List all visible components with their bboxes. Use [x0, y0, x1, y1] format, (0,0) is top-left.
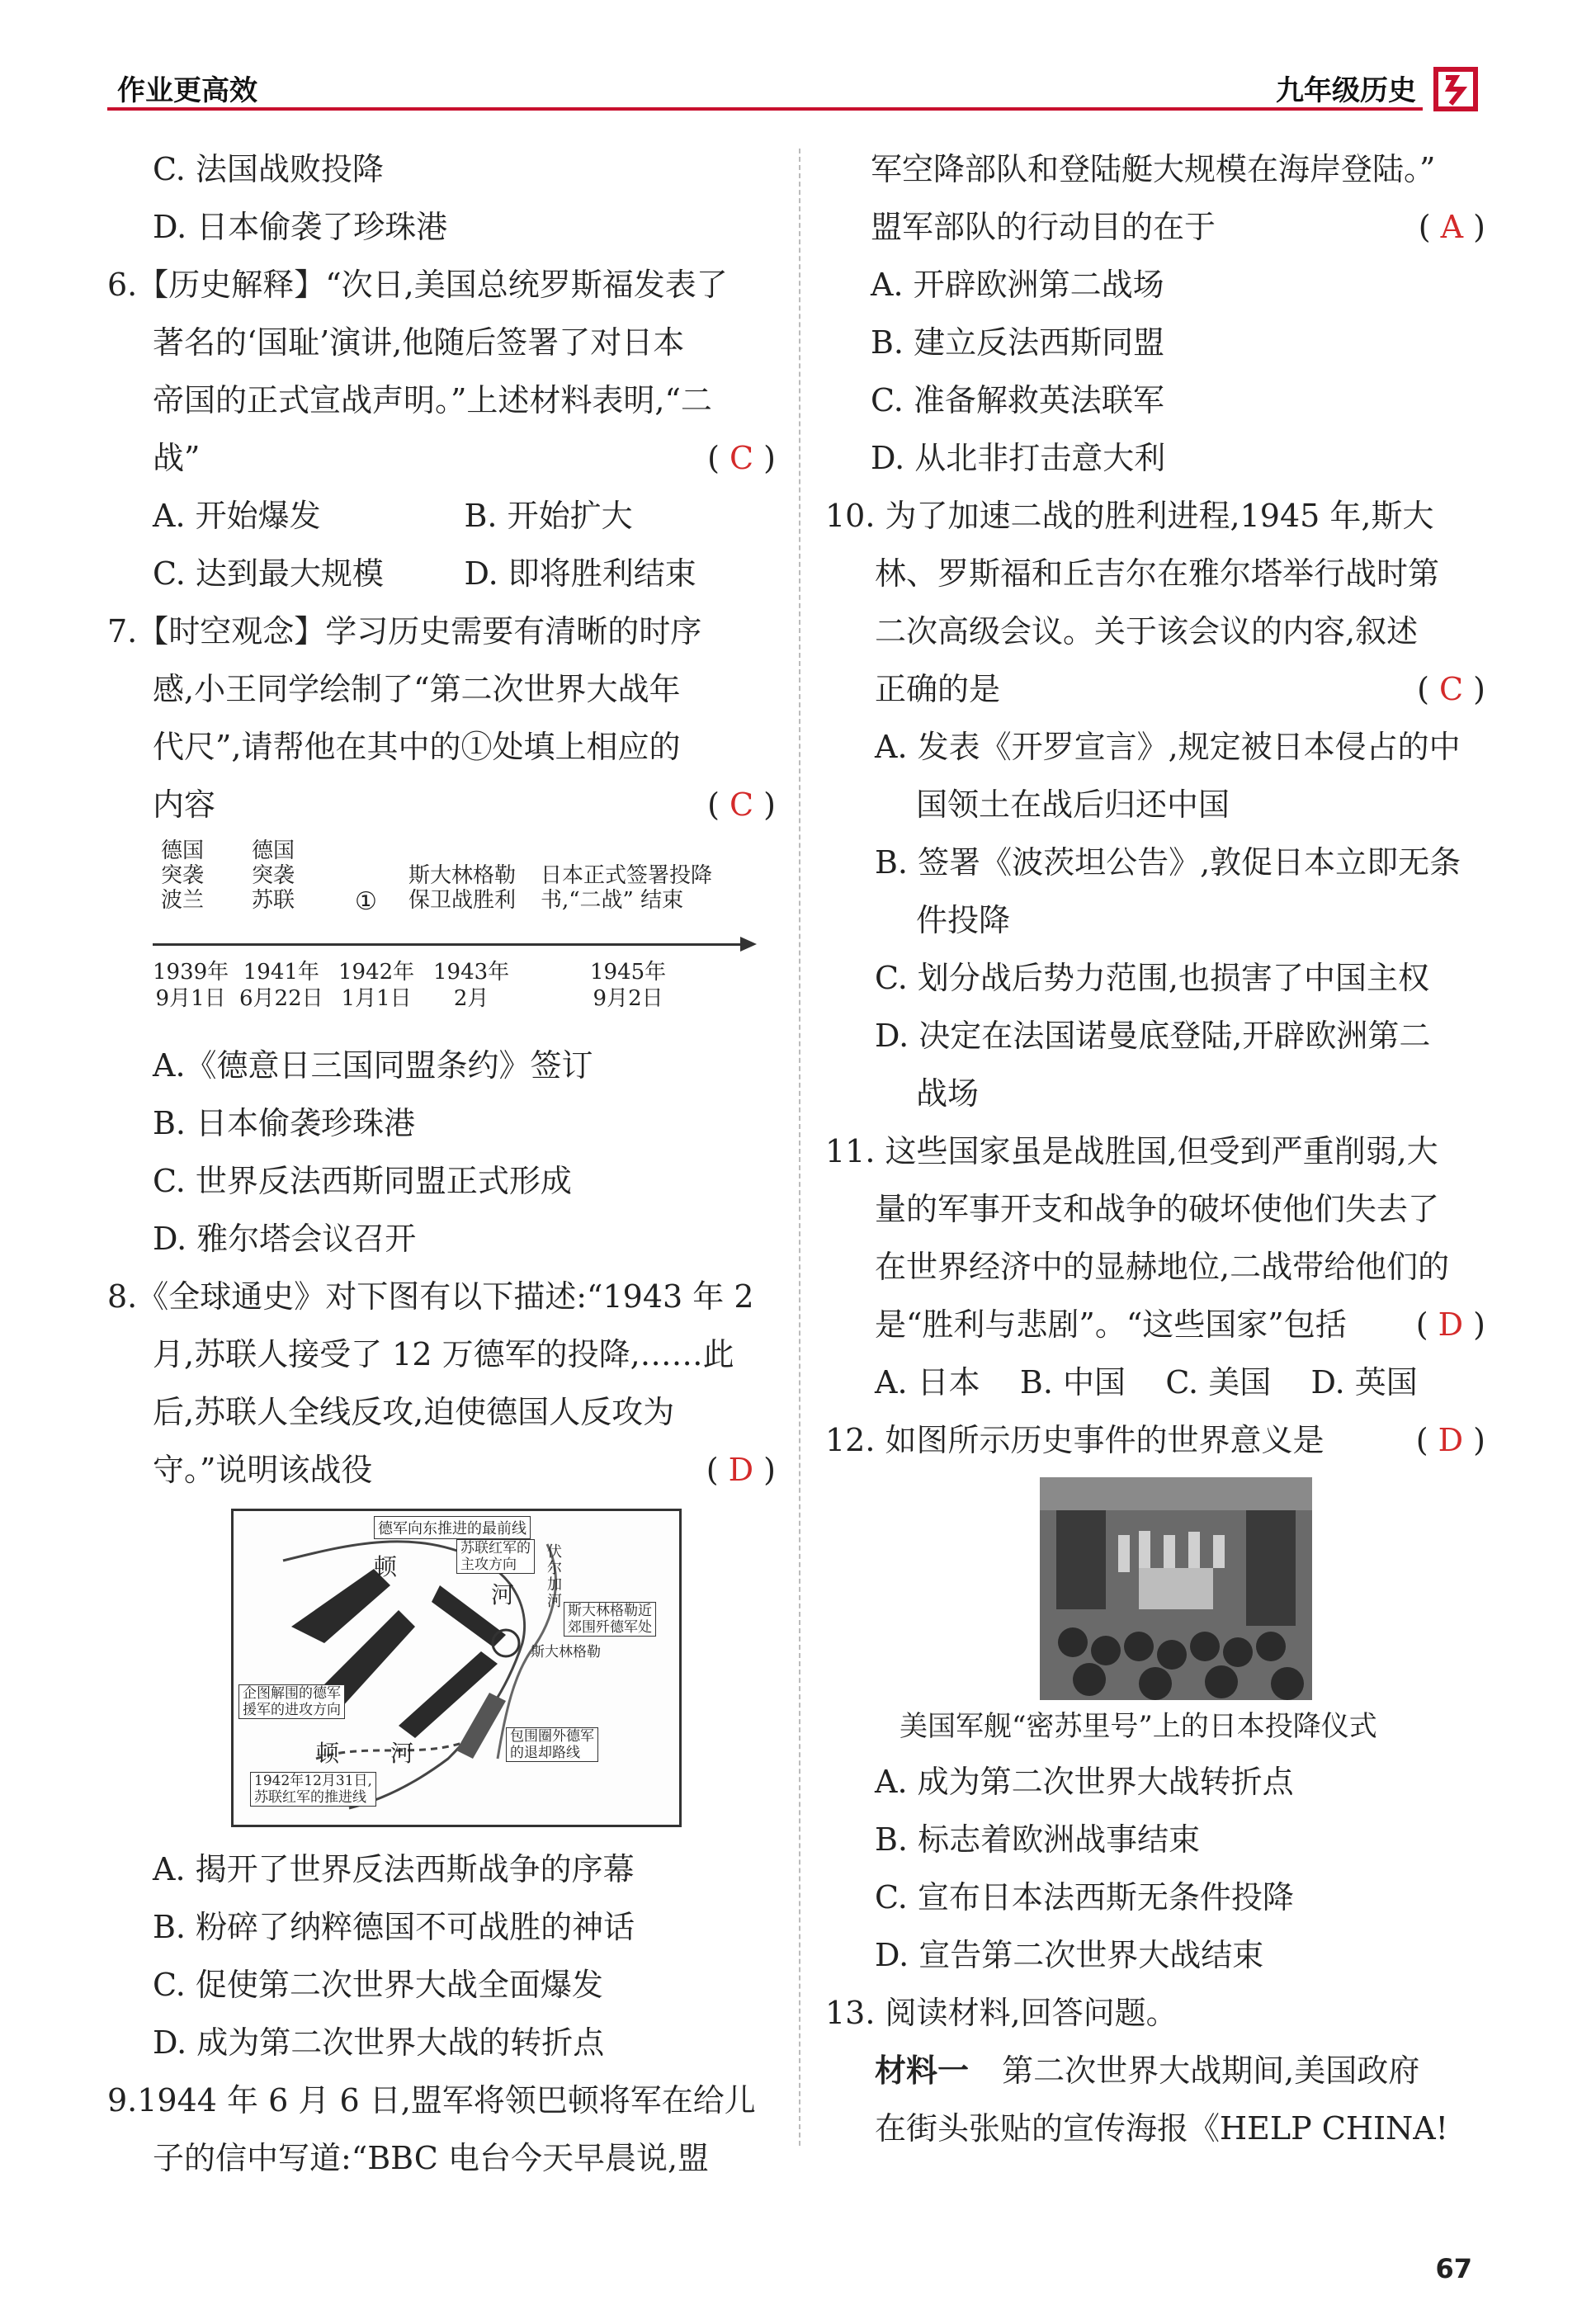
- q13-material-text: 第二次世界大战期间,美国政府: [1002, 2052, 1420, 2089]
- q8-stem-line: 后,苏联人全线反攻,迫使德国人反攻为: [153, 1394, 675, 1430]
- q9-stem-line: 军空降部队和登陆艇大规模在海岸登陆。”: [871, 151, 1436, 187]
- q6-stem-line: 帝国的正式宣战声明。”上述材料表明,“二: [153, 382, 712, 418]
- page-number: 67: [1435, 2253, 1472, 2284]
- q6-option-b: B. 开始扩大: [464, 498, 633, 534]
- q6-option-d: D. 即将胜利结束: [464, 555, 696, 592]
- q11-stem-text: 是“胜利与悲剧”。“这些国家”包括: [875, 1306, 1347, 1343]
- q10-answer: ( C ): [1417, 671, 1485, 707]
- q6-stem-line: [107, 429, 776, 487]
- header-right-title: 九年级历史: [1276, 74, 1416, 107]
- q7-answer-letter: C: [730, 786, 754, 823]
- q12-option-d: D. 宣告第二次世界大战结束: [875, 1937, 1264, 1973]
- q8-stem-line: 月,苏联人接受了 12 万德军的投降,……此: [153, 1336, 734, 1372]
- map-label: 1942年12月31日, 苏联红军的推进线: [250, 1772, 376, 1807]
- page-header: [107, 64, 1480, 114]
- q10-option-a-cont: 国领土在战后归还中国: [916, 786, 1230, 823]
- q10-stem-line: 二次高级会议。关于该会议的内容,叙述: [875, 613, 1419, 649]
- q11-stem-line: 在世界经济中的显赫地位,二战带给他们的: [875, 1249, 1450, 1285]
- q10-option-a: A. 发表《开罗宣言》,规定被日本侵占的中: [875, 729, 1461, 765]
- q6-answer: ( C ): [707, 440, 776, 476]
- q10-option-c: C. 划分战后势力范围,也损害了中国主权: [875, 960, 1429, 996]
- bookmark-logo-icon: [1431, 64, 1480, 114]
- q10-option-b: B. 签署《波茨坦公告》,敦促日本立即无条: [875, 844, 1461, 881]
- q7-option-d: D. 雅尔塔会议召开: [153, 1221, 417, 1257]
- timeline-date: 1941年 6月22日: [239, 960, 323, 1011]
- q9-stem-text: 盟军部队的行动目的在于: [871, 209, 1216, 245]
- timeline-event: 德国 突袭 苏联: [252, 838, 295, 913]
- q11-stem-line: 11. 这些国家虽是战胜国,但受到严重削弱,大: [825, 1133, 1438, 1169]
- timeline-date: 1942年 1月1日: [338, 960, 415, 1011]
- q9-stem-line: [825, 198, 1485, 256]
- q6-option-a: A. 开始爆发: [153, 498, 321, 534]
- q12-answer-letter: D: [1438, 1422, 1464, 1458]
- q11-options: A. 日本 B. 中国 C. 美国 D. 英国: [875, 1364, 1418, 1401]
- q8-stem-line: [107, 1441, 776, 1499]
- q7-stem-line: [107, 776, 776, 834]
- q12-stem-text: 12. 如图所示历史事件的世界意义是: [825, 1422, 1324, 1458]
- q6-options-row: [107, 545, 776, 602]
- q9-option-b: B. 建立反法西斯同盟: [871, 324, 1165, 361]
- q10-stem-line: 林、罗斯福和丘吉尔在雅尔塔举行战时第: [875, 555, 1440, 592]
- q13-stem-line: 13. 阅读材料,回答问题。: [825, 1995, 1178, 2031]
- q10-stem-line: 10. 为了加速二战的胜利进程,1945 年,斯大: [825, 498, 1434, 534]
- q13-material-label: 材料一: [875, 2052, 970, 2089]
- q13-material-line: [825, 2042, 1485, 2100]
- map-label: 斯大林格勒近 郊围歼德军处: [564, 1602, 656, 1637]
- stalingrad-battle-map: [231, 1509, 682, 1827]
- timeline-date: 1945年 9月2日: [590, 960, 667, 1011]
- column-divider: [799, 149, 800, 2146]
- q9-answer: ( A ): [1418, 209, 1485, 245]
- map-label: 苏联红军的 主攻方向: [456, 1539, 535, 1574]
- map-label: 河: [390, 1740, 414, 1767]
- header-rule: [107, 107, 1423, 111]
- q12-option-b: B. 标志着欧洲战事结束: [875, 1821, 1201, 1858]
- q8-option-d: D. 成为第二次世界大战的转折点: [153, 2024, 605, 2061]
- q8-answer: ( D ): [706, 1452, 776, 1488]
- q11-stem-line: [825, 1296, 1485, 1353]
- timeline-event: 斯大林格勒 保卫战胜利: [408, 863, 517, 913]
- q6-answer-letter: C: [730, 440, 754, 476]
- q10-answer-letter: C: [1439, 671, 1464, 707]
- q8-option-c: C. 促使第二次世界大战全面爆发: [153, 1967, 603, 2003]
- q7-stem-text: 内容: [153, 786, 216, 823]
- q9-option-a: A. 开辟欧洲第二战场: [871, 267, 1164, 303]
- timeline-axis: [153, 943, 747, 946]
- q11-answer: ( D ): [1415, 1306, 1485, 1343]
- q9-stem-line: 9.1944 年 6 月 6 日,盟军将领巴顿将军在给儿: [107, 2082, 756, 2119]
- q8-stem-text: 守。”说明该战役: [153, 1452, 373, 1488]
- q12-stem-line: [825, 1411, 1485, 1469]
- header-left-title: 作业更高效: [117, 74, 257, 107]
- map-label: 顿: [316, 1740, 340, 1767]
- map-label: 河: [491, 1581, 515, 1608]
- q11-stem-line: 量的军事开支和战争的破坏使他们失去了: [875, 1191, 1440, 1227]
- map-label: 伏 尔 加 河: [547, 1543, 562, 1610]
- map-label: 德军向东推进的最前线: [374, 1516, 531, 1539]
- q8-option-a: A. 揭开了世界反法西斯战争的序幕: [153, 1851, 635, 1887]
- q8-stem-line: 8.《全球通史》对下图有以下描述:“1943 年 2: [107, 1278, 754, 1315]
- photo-drawing: [1040, 1477, 1312, 1700]
- timeline-arrow-icon: [740, 937, 757, 952]
- q6-stem-line: 6.【历史解释】“次日,美国总统罗斯福发表了: [107, 267, 728, 303]
- q10-stem-text: 正确的是: [875, 671, 1001, 707]
- q7-stem-line: 代尺”,请帮他在其中的①处填上相应的: [153, 729, 681, 765]
- q5-option-d: D. 日本偷袭了珍珠港: [153, 209, 448, 245]
- timeline-event: 德国 突袭 波兰: [161, 838, 205, 913]
- q7-option-b: B. 日本偷袭珍珠港: [153, 1105, 416, 1141]
- q10-option-b-cont: 件投降: [916, 902, 1011, 938]
- ww2-timeline: [153, 838, 780, 1028]
- q7-option-c: C. 世界反法西斯同盟正式形成: [153, 1163, 572, 1199]
- q6-options-row: [107, 487, 776, 545]
- q12-option-c: C. 宣布日本法西斯无条件投降: [875, 1879, 1294, 1915]
- map-label: 顿: [374, 1553, 398, 1580]
- surrender-ceremony-photo: [1040, 1477, 1312, 1700]
- q9-answer-letter: A: [1440, 209, 1464, 245]
- q5-option-c: C. 法国战败投降: [153, 151, 384, 187]
- q8-answer-letter: D: [728, 1452, 754, 1488]
- timeline-date: 1943年 2月: [433, 960, 510, 1011]
- photo-caption: 美国军舰“密苏里号”上的日本投降仪式: [900, 1710, 1377, 1743]
- q7-stem-line: 7.【时空观念】学习历史需要有清晰的时序: [107, 613, 702, 649]
- q13-material-line: 在街头张贴的宣传海报《HELP CHINA!: [875, 2110, 1448, 2147]
- q9-stem-line: 子的信中写道:“BBC 电台今天早晨说,盟: [153, 2140, 710, 2176]
- q7-answer: ( C ): [707, 786, 776, 823]
- q12-answer: ( D ): [1415, 1422, 1485, 1458]
- map-label: 企图解围的德军 援军的进攻方向: [238, 1684, 345, 1719]
- q10-stem-line: [825, 660, 1485, 718]
- q6-stem-line: 著名的‘国耻’演讲,他随后签署了对日本: [153, 324, 685, 361]
- q10-option-d: D. 决定在法国诺曼底登陆,开辟欧洲第二: [875, 1018, 1431, 1054]
- left-column: [107, 140, 776, 2187]
- q6-stem-text: 战”: [153, 440, 201, 476]
- q11-answer-letter: D: [1438, 1306, 1464, 1343]
- right-column: [825, 140, 1485, 2157]
- timeline-event: 日本正式签署投降 书,“二战” 结束: [541, 863, 713, 913]
- map-label: 包围圈外德军 的退却路线: [506, 1727, 598, 1762]
- q7-stem-line: 感,小王同学绘制了“第二次世界大战年: [153, 671, 681, 707]
- timeline-blank-marker: ①: [355, 887, 377, 916]
- q12-option-a: A. 成为第二次世界大战转折点: [875, 1764, 1294, 1800]
- q9-option-d: D. 从北非打击意大利: [871, 440, 1166, 476]
- q9-option-c: C. 准备解救英法联军: [871, 382, 1164, 418]
- timeline-date: 1939年 9月1日: [153, 960, 229, 1011]
- q8-option-b: B. 粉碎了纳粹德国不可战胜的神话: [153, 1909, 635, 1945]
- q10-option-d-cont: 战场: [916, 1075, 980, 1112]
- q6-option-c: C. 达到最大规模: [153, 555, 384, 592]
- map-label: 斯大林格勒: [531, 1644, 601, 1660]
- q7-option-a: A.《德意日三国同盟条约》签订: [153, 1047, 593, 1084]
